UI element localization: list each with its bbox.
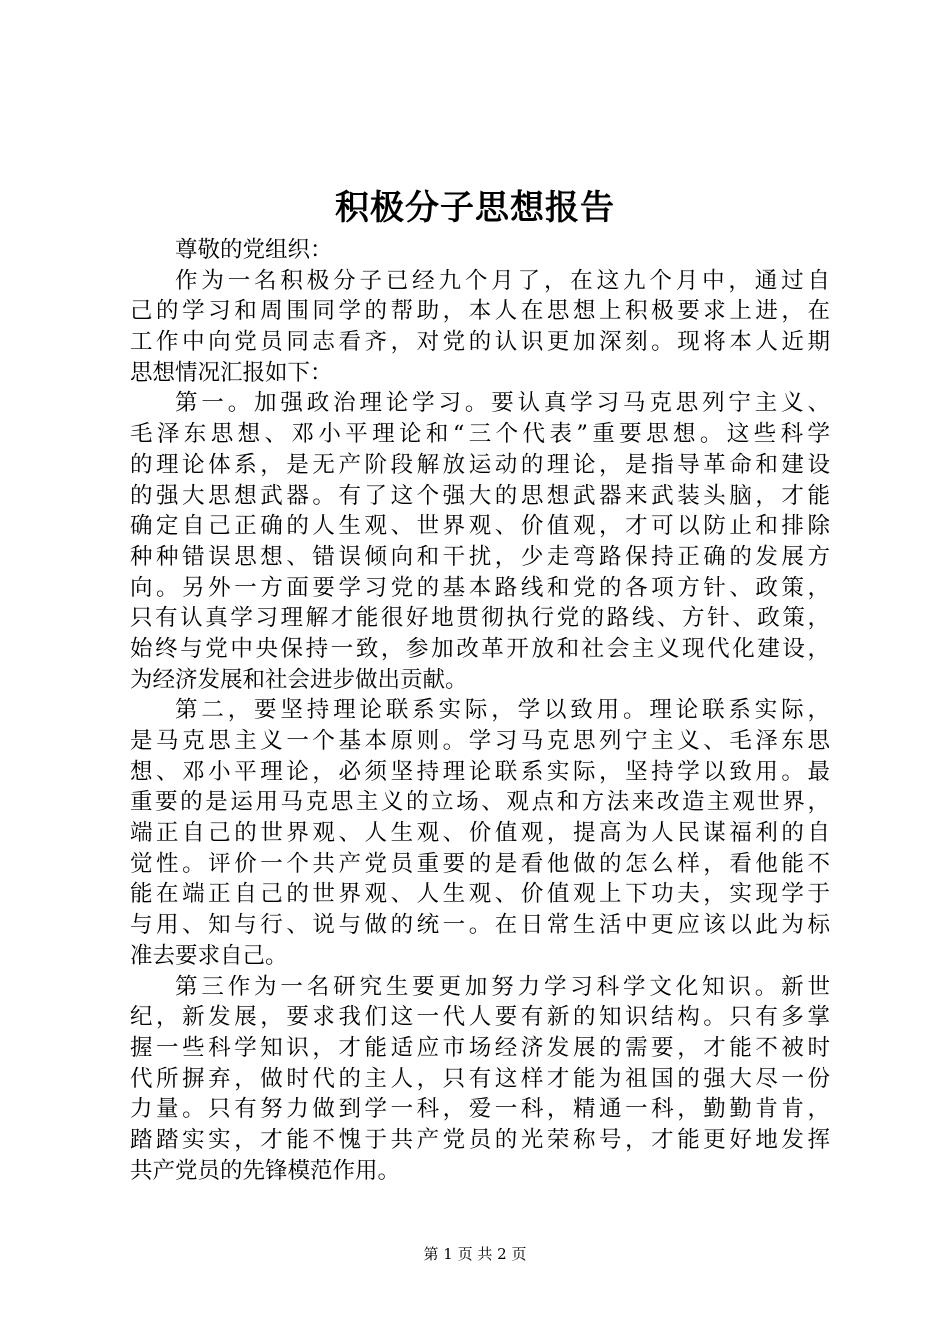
body-line: 的强大思想武器。有了这个强大的思想武器来武装头脑，才能: [130, 482, 830, 509]
body-line: 确定自己正确的人生观、世界观、价值观，才可以防止和排除: [130, 513, 830, 540]
body-line: 是马克思主义一个基本原则。学习马克思列宁主义、毛泽东思: [130, 728, 830, 754]
body-line: 始终与党中央保持一致，参加改革开放和社会主义现代化建设，: [130, 635, 830, 662]
body-line: 第一。加强政治理论学习。要认真学习马克思列宁主义、: [175, 390, 830, 417]
body-line: 端正自己的世界观、人生观、价值观，提高为人民谋福利的自: [130, 820, 830, 847]
body-line: 思想情况汇报如下：: [130, 359, 333, 386]
body-line: 尊敬的党组织：: [175, 237, 333, 263]
body-line: 握一些科学知识，才能适应市场经济发展的需要，才能不被时: [130, 1034, 830, 1061]
body-line: 准去要求自己。: [130, 942, 288, 969]
body-line: 共产党员的先锋模范作用。: [130, 1157, 401, 1184]
body-line: 只有认真学习理解才能很好地贯彻执行党的路线、方针、政策，: [130, 605, 830, 632]
body-line: 作为一名积极分子已经九个月了，在这九个月中，通过自: [175, 267, 830, 294]
body-line: 种种错误思想、错误倾向和干扰，少走弯路保持正确的发展方: [130, 543, 830, 570]
body-line: 想、邓小平理论，必须坚持理论联系实际，坚持学以致用。最: [130, 758, 830, 785]
body-line: 的理论体系，是无产阶段解放运动的理论，是指导革命和建设: [130, 451, 830, 478]
page-footer: 第 1 页 共 2 页: [423, 1245, 527, 1263]
body-line: 重要的是运用马克思主义的立场、观点和方法来改造主观世界，: [130, 789, 830, 816]
body-line: 为经济发展和社会进步做出贡献。: [130, 666, 468, 693]
body-line: 代所摒弃，做时代的主人，只有这样才能为祖国的强大尽一份: [130, 1065, 830, 1092]
body-line: 向。另外一方面要学习党的基本路线和党的各项方针、政策，: [130, 574, 830, 601]
body-line: 与用、知与行、说与做的统一。在日常生活中更应该以此为标: [130, 912, 830, 939]
body-line: 能在端正自己的世界观、人生观、价值观上下功夫，实现学于: [130, 881, 830, 908]
document-body: [130, 235, 830, 1186]
body-line: 毛泽东思想、邓小平理论和“三个代表”重要思想。这些科学: [130, 421, 830, 448]
body-line: 觉性。评价一个共产党员重要的是看他做的怎么样，看他能不: [130, 850, 830, 877]
body-line: 己的学习和周围同学的帮助，本人在思想上积极要求上进，在: [130, 298, 830, 325]
body-line: 第三作为一名研究生要更加努力学习科学文化知识。新世: [175, 973, 830, 1000]
body-line: 踏踏实实，才能不愧于共产党员的光荣称号，才能更好地发挥: [130, 1126, 830, 1153]
body-line: 力量。只有努力做到学一科，爱一科，精通一科，勤勤肯肯，: [130, 1096, 830, 1123]
body-line: 纪，新发展，要求我们这一代人要有新的知识结构。只有多掌: [130, 1004, 830, 1031]
document-title: 积极分子思想报告: [335, 188, 615, 228]
body-line: 工作中向党员同志看齐，对党的认识更加深刻。现将本人近期: [130, 329, 830, 356]
body-line: 第二，要坚持理论联系实际，学以致用。理论联系实际，: [175, 697, 830, 724]
